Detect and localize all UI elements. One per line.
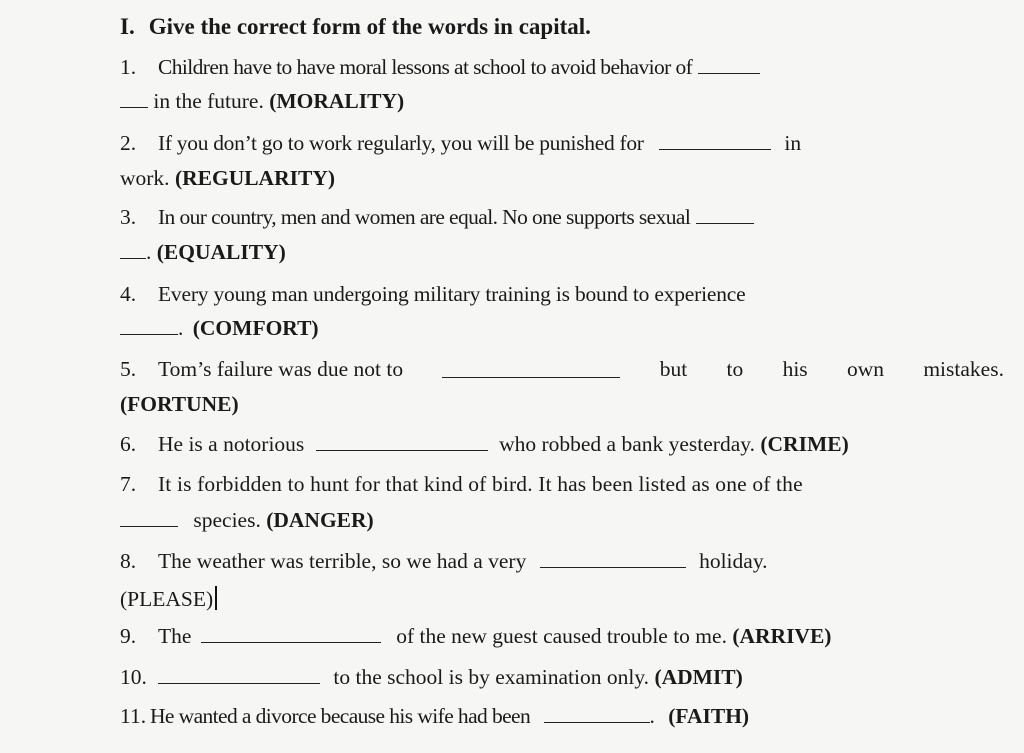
exercise-instruction: Give the correct form of the words in capital. <box>148 14 591 39</box>
key-word: (ADMIT) <box>654 665 743 689</box>
question-number: 4. <box>120 282 137 306</box>
question-text: in <box>784 131 802 155</box>
question-text: who robbed a bank yesterday. <box>499 432 755 456</box>
exercise-number: I. <box>120 14 135 39</box>
answer-blank[interactable] <box>158 667 320 684</box>
key-word: (FORTUNE) <box>120 392 239 416</box>
key-word: (CRIME) <box>760 432 849 456</box>
question-number: 6. <box>120 432 137 456</box>
question-word: but <box>659 357 688 381</box>
question-text: The <box>158 624 192 648</box>
question-text: Tom’s failure was due not to <box>158 357 404 381</box>
question-8-line-1 <box>120 551 768 573</box>
question-text: holiday. <box>699 549 768 573</box>
key-word: (ARRIVE) <box>732 624 832 648</box>
question-number: 9. <box>120 624 137 648</box>
key-word: (DANGER) <box>266 508 374 532</box>
question-4-line-2 <box>120 318 319 340</box>
answer-blank[interactable] <box>201 626 381 643</box>
question-number: 1. <box>120 55 137 79</box>
answer-blank[interactable] <box>544 706 650 723</box>
question-3-line-1 <box>120 207 754 229</box>
question-segment <box>120 359 403 381</box>
answer-blank[interactable] <box>316 434 488 451</box>
question-9-line-1 <box>120 626 831 648</box>
answer-blank[interactable] <box>442 361 620 378</box>
question-1-line-1 <box>120 57 760 79</box>
question-text: He wanted a divorce because his wife had been <box>150 704 531 728</box>
question-number: 2. <box>120 131 137 155</box>
question-5-line-2 <box>120 394 239 416</box>
question-11-line-1 <box>120 706 749 728</box>
key-word: (COMFORT) <box>192 316 319 340</box>
question-text: in the future. <box>153 89 264 113</box>
answer-blank[interactable] <box>659 133 771 150</box>
question-word: his <box>782 357 808 381</box>
question-7-line-1 <box>120 474 803 496</box>
question-text: to the school is by examination only. <box>333 665 650 689</box>
question-text: species. <box>193 508 261 532</box>
question-number: 11. <box>120 704 147 728</box>
question-text: . <box>146 240 152 264</box>
question-text: The weather was terrible, so we had a very <box>158 549 527 573</box>
question-number: 3. <box>120 205 137 229</box>
question-8-line-2 <box>120 586 217 611</box>
question-word: to <box>726 357 744 381</box>
question-number: 10. <box>120 665 147 689</box>
question-7-line-2 <box>120 510 374 532</box>
question-text: . <box>649 704 655 728</box>
key-word: (EQUALITY) <box>156 240 286 264</box>
question-text: In our country, men and women are equal. No one supports sexual <box>158 205 691 229</box>
question-text: Every young man undergoing military training is bound to experience <box>158 282 746 306</box>
question-text: If you don’t go to work regularly, you will be punished for <box>158 131 644 155</box>
question-number: 7. <box>120 472 137 496</box>
question-text: work. <box>120 166 170 190</box>
answer-blank[interactable] <box>698 57 760 74</box>
question-6-line-1 <box>120 434 849 456</box>
question-text: He is a notorious <box>158 432 305 456</box>
answer-blank[interactable] <box>696 207 754 224</box>
question-text: of the new guest caused trouble to me. <box>396 624 727 648</box>
exercise-title <box>120 14 591 40</box>
question-text: . <box>178 316 184 340</box>
question-2-line-2 <box>120 168 335 190</box>
question-number: 8. <box>120 549 137 573</box>
question-1-line-2 <box>120 91 404 113</box>
key-word: (FAITH) <box>668 704 750 728</box>
question-10-line-1 <box>120 667 743 689</box>
answer-blank[interactable] <box>120 510 178 527</box>
question-3-line-2 <box>120 242 286 264</box>
key-word: (REGULARITY) <box>174 166 336 190</box>
answer-blank[interactable] <box>540 551 686 568</box>
answer-blank[interactable] <box>120 318 178 335</box>
question-number: 5. <box>120 357 137 381</box>
key-word: (MORALITY) <box>269 89 405 113</box>
question-4-line-1 <box>120 284 745 306</box>
question-2-line-1 <box>120 133 801 155</box>
question-text: Children have to have moral lessons at school to avoid behavior of <box>158 55 693 79</box>
question-5-line-1 <box>120 359 1004 381</box>
answer-blank[interactable] <box>120 242 146 259</box>
question-text: It is forbidden to hunt for that kind of bird. It has been listed as one of the <box>158 472 803 496</box>
question-word: own <box>846 357 885 381</box>
question-word: mistakes. <box>923 357 1004 381</box>
text-cursor <box>215 586 217 610</box>
answer-blank[interactable] <box>120 91 148 108</box>
key-word: (PLEASE) <box>120 587 214 611</box>
